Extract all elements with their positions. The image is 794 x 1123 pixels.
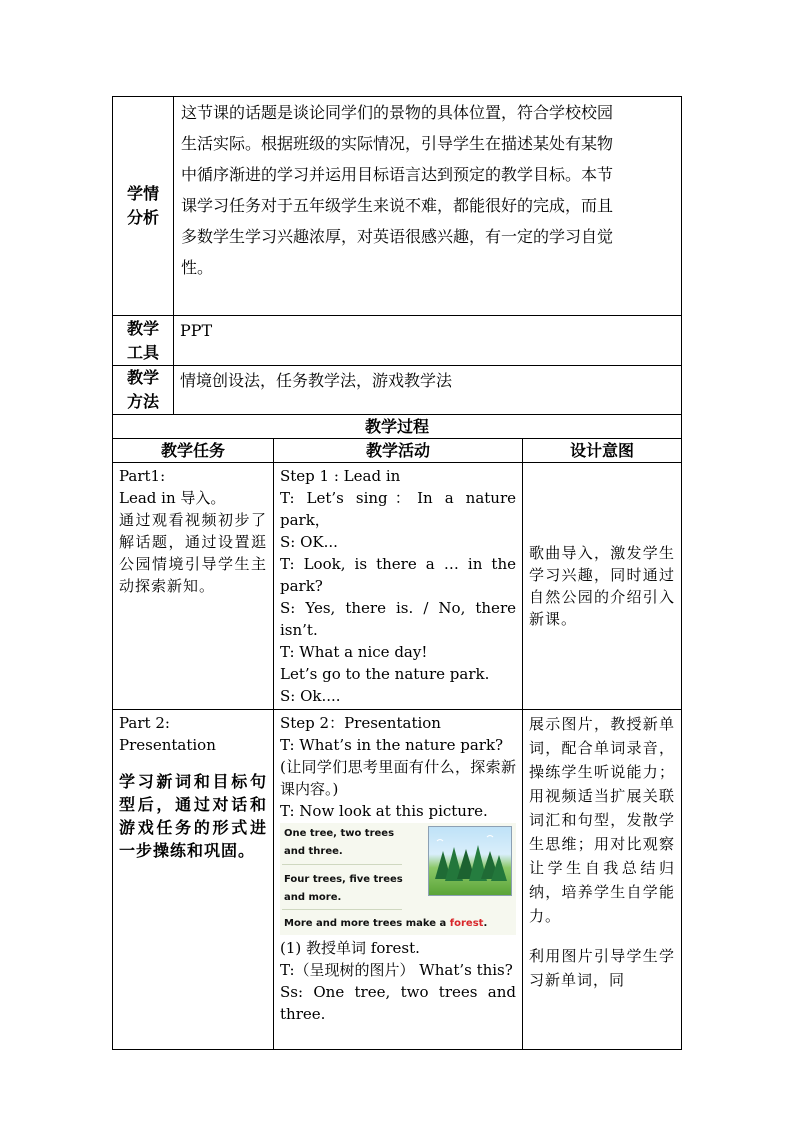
forest-picture [428, 826, 512, 896]
part2-task [113, 710, 274, 1050]
part1-subtitle: Lead in 导入。 [119, 489, 226, 507]
process-title: 教学过程 [113, 415, 682, 439]
column-header-intent: 设计意图 [523, 439, 682, 463]
methods-value: 情境创设法，任务教学法，游戏教学法 [174, 366, 682, 415]
part2-desc: 学习新词和目标句型后，通过对话和游戏任务的形式进一步操练和巩固。 [119, 772, 267, 860]
methods-label: 教学 方法 [113, 366, 174, 415]
tools-value: PPT [174, 316, 682, 366]
part1-activities: Step 1 : Lead in T: Let’s sing：In a nature park， S: OK... T: Look, is there a … in the park? S: Yes, there is. / No, there isn’t. T: What a nice day! Let’s go to the nature park. S: Ok.... [274, 463, 523, 710]
column-header-task: 教学任务 [113, 439, 274, 463]
part2-title: Part 2: [119, 714, 170, 732]
part2-subtitle: Presentation [119, 736, 216, 754]
column-header-activity: 教学活动 [274, 439, 523, 463]
part1-task [113, 463, 274, 710]
part1-intent: 歌曲导入，激发学生学习兴趣，同时通过自然公园的介绍引入新课。 [523, 463, 682, 710]
analysis-label: 学情 分析 [113, 97, 174, 316]
analysis-text: 这节课的话题是谈论同学们的景物的具体位置，符合学校校园 生活实际。根据班级的实际情况，引导学生在描述某处有某物 中循序渐进的学习并运用目标语言达到预定的教学目标。本节 课学习任务对于五年级学生来说不难，都能很好的完成，而且 多数学生学习兴趣浓厚，对英语很感兴趣，有一定的学习自觉 性。 [174, 97, 682, 316]
part1-title: Part1: [119, 467, 166, 485]
forest-slide-image: One tree, two trees and three. Four trees, five trees and more. More and more trees make a forest. [280, 823, 516, 935]
lesson-plan-table [112, 96, 682, 1050]
part2-intent: 展示图片，教授新单词，配合单词录音，操练学生听说能力；用视频适当扩展关联词汇和句型，发散学生思维；用对比观察让学生自我总结归纳，培养学生自学能力。 利用图片引导学生学习新单词，同 [523, 710, 682, 1050]
tools-label: 教学 工具 [113, 316, 174, 366]
part1-desc: 通过观看视频初步了解话题，通过设置逛公园情境引导学生主动探索新知。 [119, 511, 267, 595]
part2-activities: Step 2：Presentation T: What’s in the nature park? (让同学们思考里面有什么，探索新课内容。) T: Now look at this picture. One tree, two trees and three. Four trees, five trees and more. More and more trees make a forest. (1) 教授单词 forest. T:（呈现树的图片） What’s this? Ss: One tree, two trees and three. [274, 710, 523, 1050]
